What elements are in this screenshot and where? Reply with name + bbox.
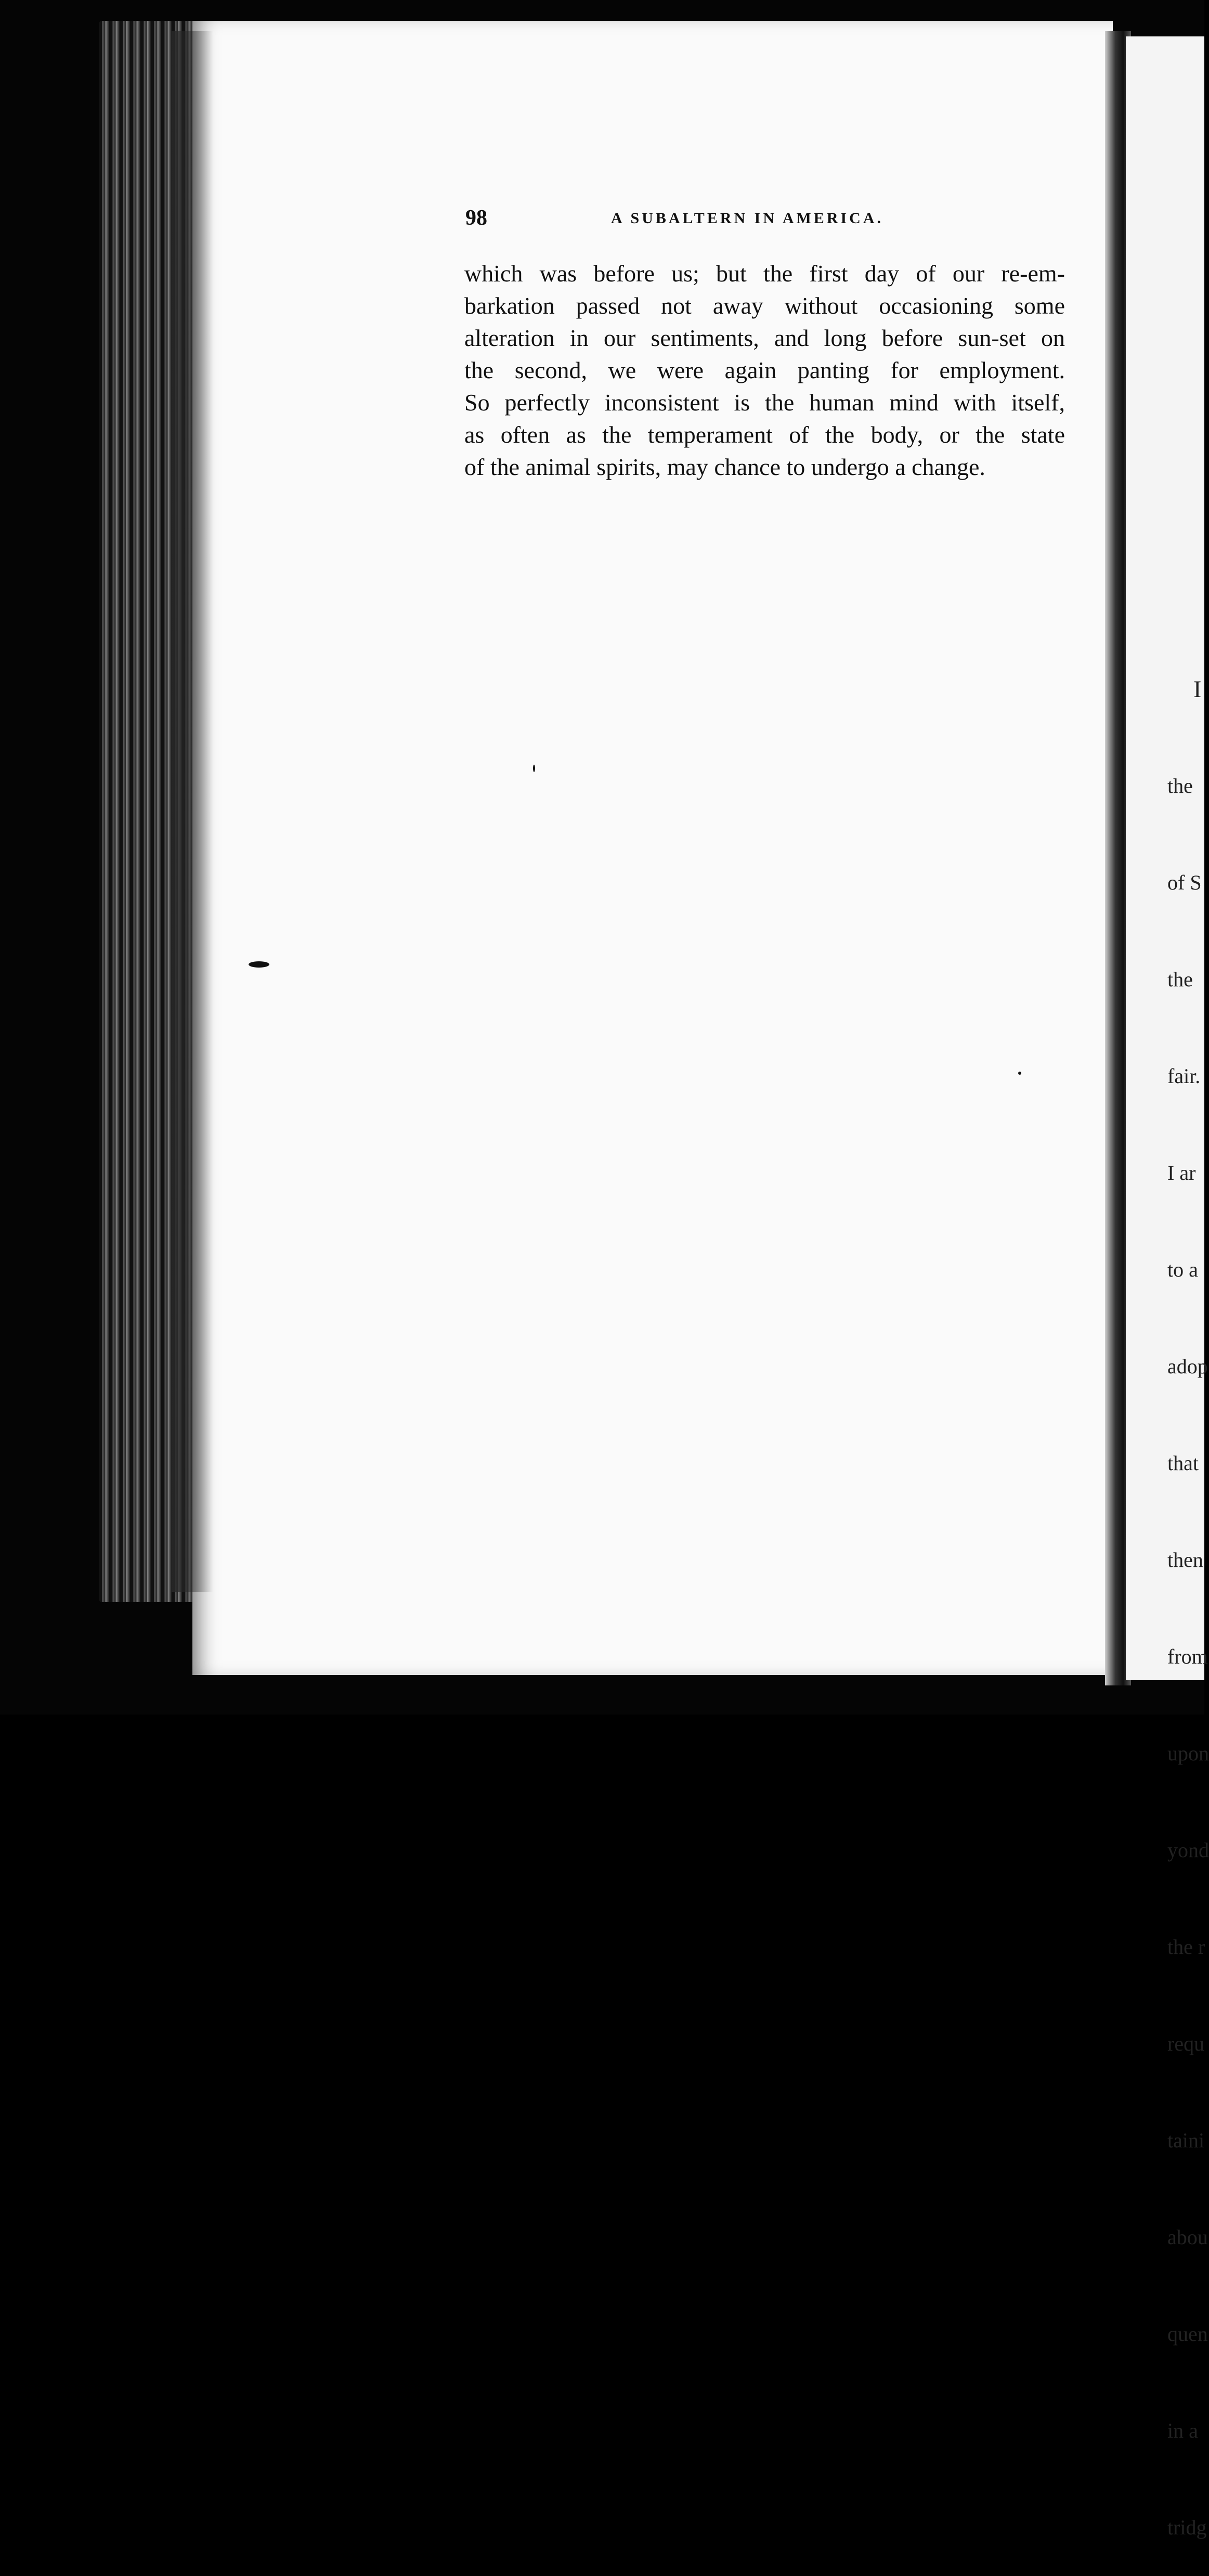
right-text-fragment: the: [1167, 774, 1193, 797]
page-header: [465, 205, 1063, 231]
right-page-text: [1167, 609, 1209, 2576]
right-text-fragment: quen: [1167, 2322, 1208, 2346]
body-text: [464, 257, 1065, 483]
text-line: the second, we were again panting for employment.: [464, 357, 1065, 383]
ink-speck: [1018, 1072, 1021, 1075]
right-text-fragment: yond: [1167, 1838, 1209, 1862]
right-text-fragment: the r: [1167, 1935, 1205, 1959]
right-text-fragment: to a: [1167, 1258, 1198, 1281]
right-text-fragment: adop: [1167, 1355, 1208, 1378]
right-text-fragment: I ar: [1167, 1161, 1196, 1184]
running-title: A SUBALTERN IN AMERICA.: [611, 210, 883, 227]
ink-speck: [249, 961, 269, 968]
right-text-fragment: in a: [1167, 2419, 1198, 2442]
right-text-fragment: from: [1167, 1645, 1208, 1668]
text-line: which was before us; but the first day of our re-em-: [464, 260, 1065, 287]
right-text-fragment: I: [1193, 676, 1202, 702]
text-line: as often as the temperament of the body, or the state: [464, 421, 1065, 448]
text-line: So perfectly inconsistent is the human mind with itself,: [464, 389, 1065, 416]
right-text-fragment: fair.: [1167, 1064, 1201, 1088]
ink-speck: [533, 765, 535, 772]
right-text-fragment: of S: [1167, 871, 1202, 894]
right-text-fragment: that: [1167, 1451, 1199, 1475]
text-line: of the animal spirits, may chance to undergo a change.: [464, 454, 985, 480]
right-text-fragment: the: [1167, 968, 1193, 991]
right-text-fragment: requ: [1167, 2032, 1205, 2055]
text-line: barkation passed not away without occasioning some: [464, 292, 1065, 319]
right-text-fragment: then: [1167, 1548, 1203, 1572]
text-line: alteration in our sentiments, and long before sun-set on: [464, 325, 1065, 351]
right-text-fragment: abou: [1167, 2225, 1208, 2249]
page-edge-shadow: [172, 31, 213, 1592]
page-number: 98: [465, 206, 487, 230]
right-text-fragment: tridg: [1167, 2516, 1207, 2539]
right-text-fragment: upon: [1167, 1742, 1209, 1765]
right-text-fragment: taini: [1167, 2129, 1205, 2152]
